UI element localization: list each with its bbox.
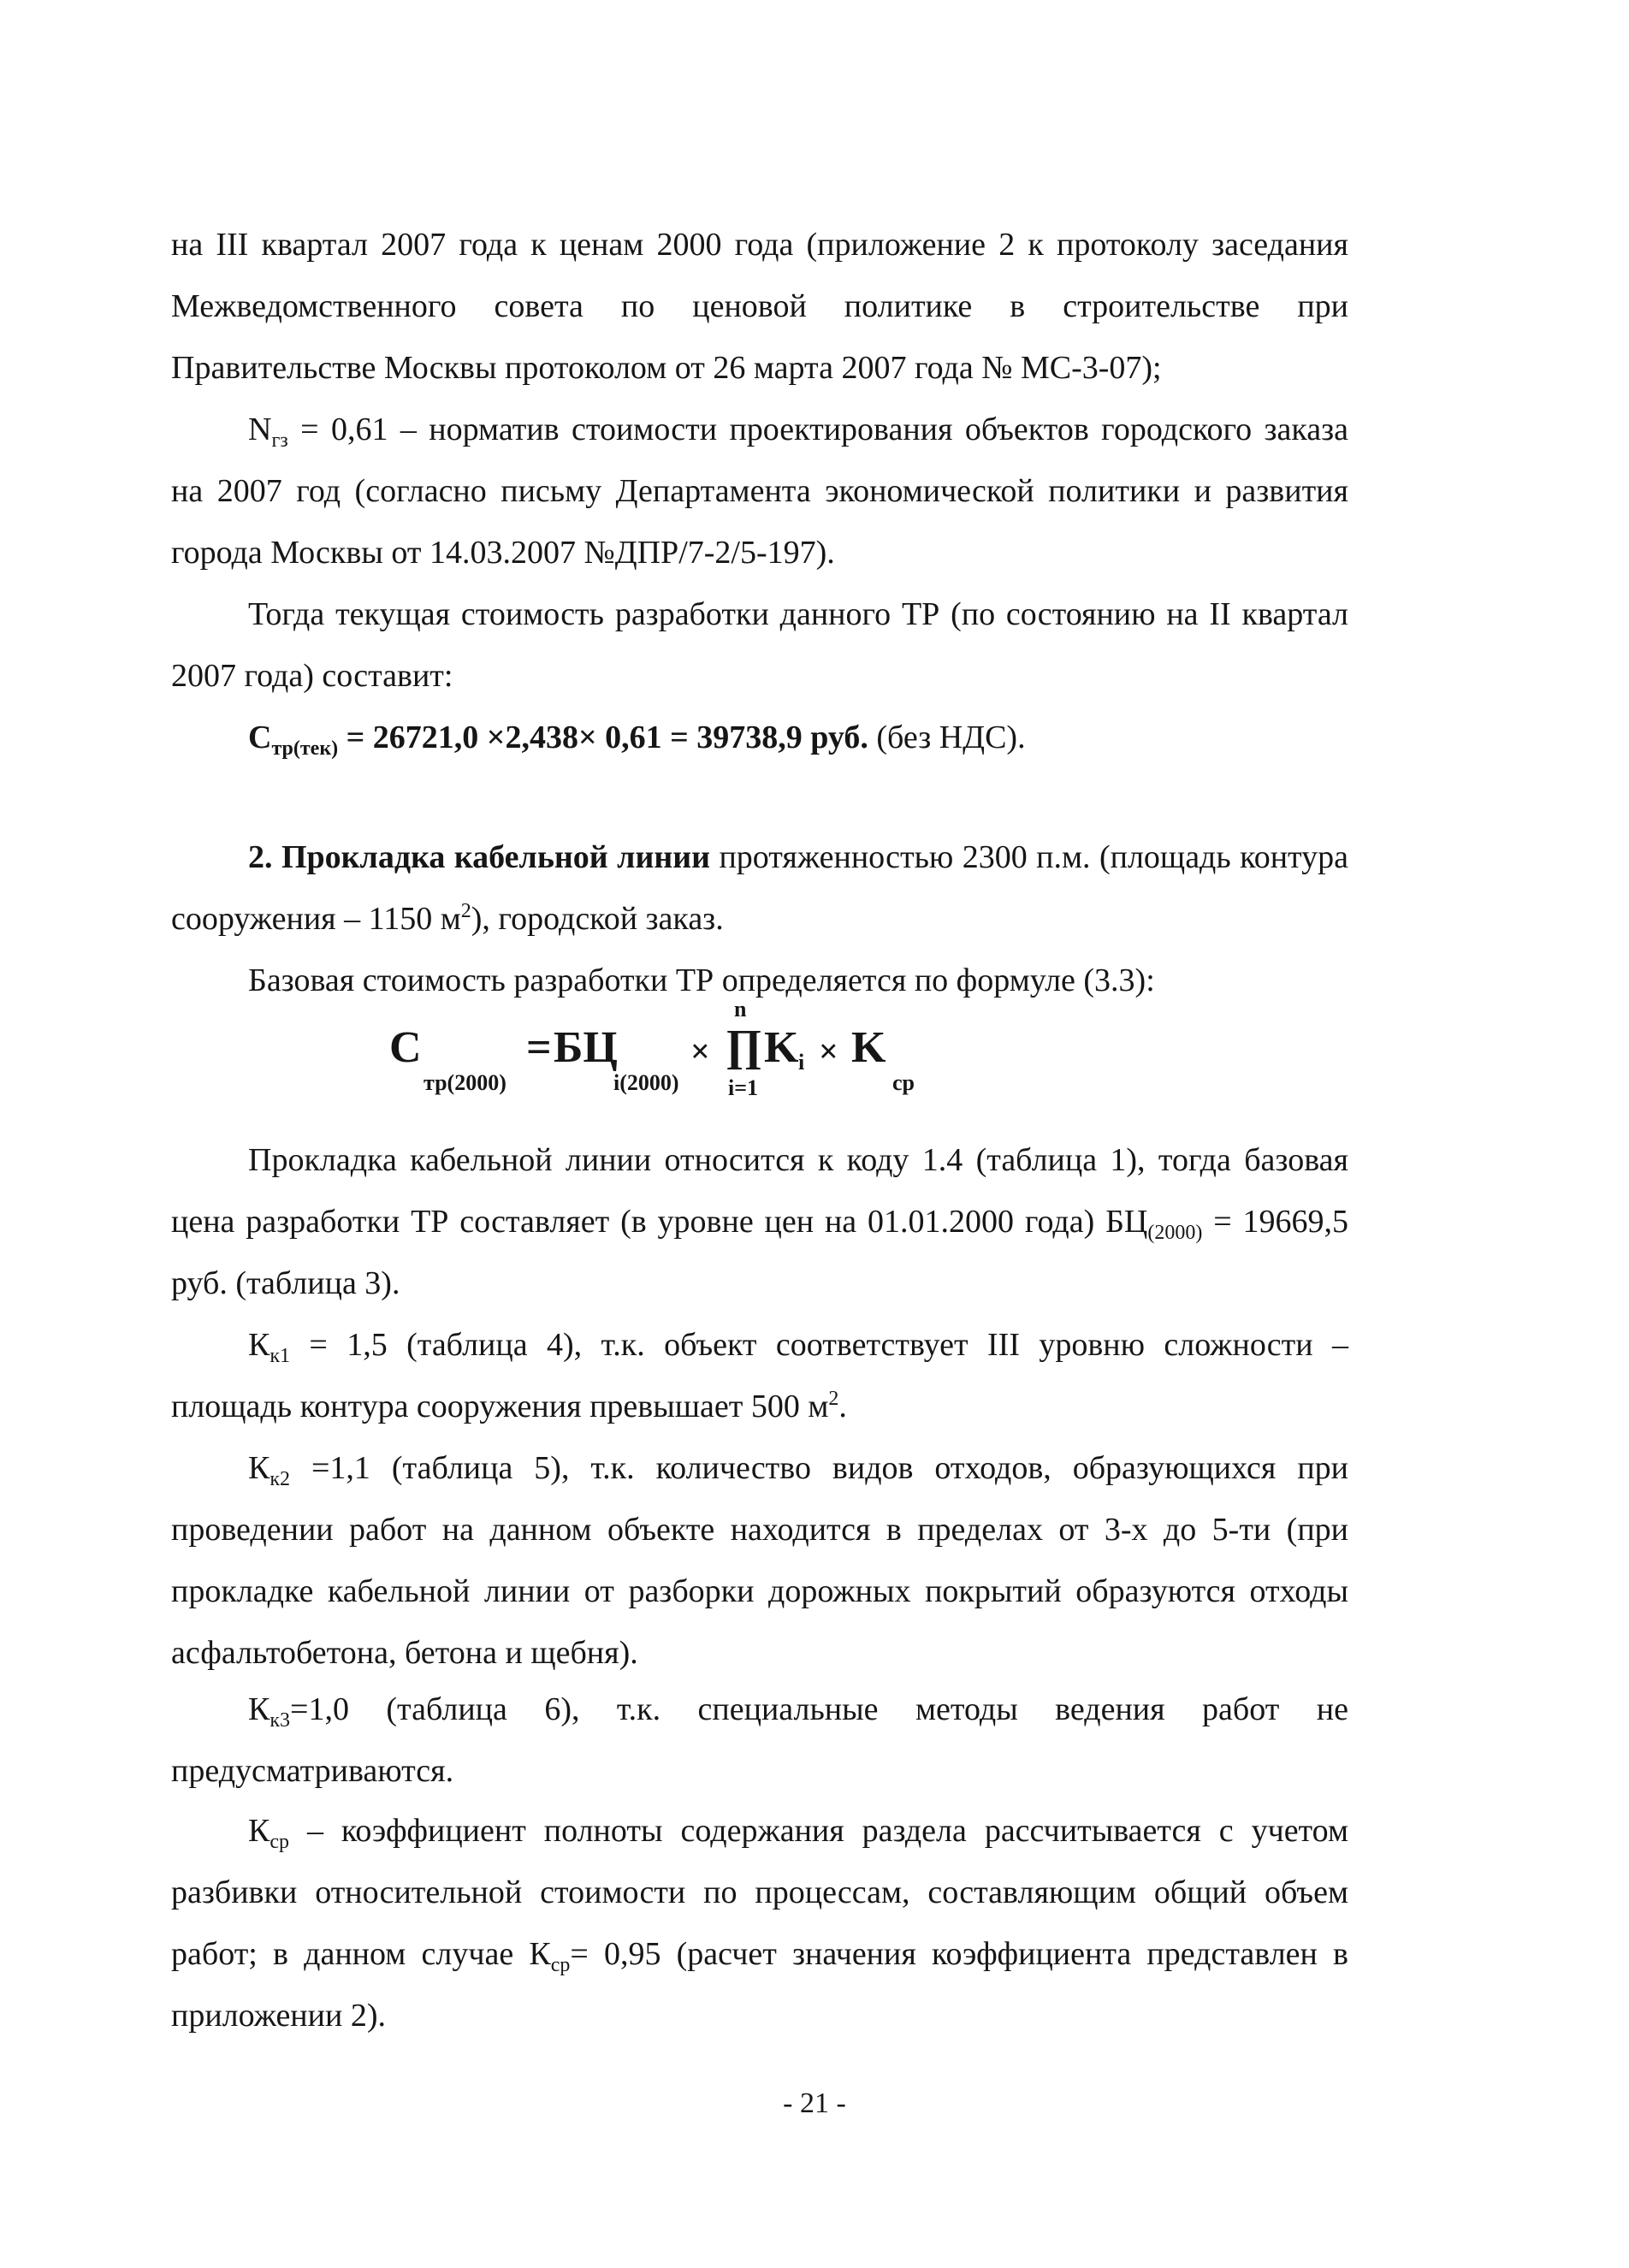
- kcp-symbol: К: [248, 1813, 270, 1849]
- ngz-symbol: N: [248, 412, 272, 447]
- paragraph-kk3: [171, 1679, 1348, 1802]
- kcp-subscript: ср: [270, 1831, 290, 1853]
- formula-bc: БЦ: [554, 1023, 618, 1072]
- paragraph-text: =1,1 (таблица 5), т.к. количество видов отходов, образующихся при проведении работ на данном объекте находится в пределах от 3-х до 5-ти (при прокладке кабельной линии от разборки дорожных покрытий образуются отходы асфальтобетона, бетона и щебня).: [171, 1450, 1348, 1671]
- kk2-symbol: К: [248, 1450, 270, 1486]
- paragraph-text: = 0,61 – норматив стоимости проектирования объектов городского заказа на 2007 год (согласно письму Департамента экономической политики и развития города Москвы от 14.03.2007 №ДПР/7-2/5-197).: [171, 412, 1348, 571]
- kk2-subscript: к2: [270, 1468, 291, 1490]
- paragraph-text: на III квартал 2007 года к ценам 2000 года (приложение 2 к протоколу заседания Межведомственного совета по ценовой политике в строительстве при Правительстве Москвы протоколом от 26 марта 2007 года № МС-3-07);: [171, 227, 1348, 386]
- paragraph-current-cost-result: [171, 707, 1348, 768]
- paragraph-text: =1,0 (таблица 6), т.к. специальные методы ведения работ не предусматриваются.: [171, 1691, 1348, 1789]
- formula-c: С: [389, 1023, 422, 1072]
- formula-equals: =: [526, 1023, 552, 1072]
- paragraph-kk2: [171, 1437, 1348, 1684]
- kk3-subscript: к3: [270, 1709, 291, 1732]
- formula-k: K: [764, 1023, 799, 1072]
- paragraph-text: = 0,95 (расчет значения коэффициента представлен в приложении 2).: [171, 1936, 1348, 2034]
- formula-kcp-subscript: ср: [892, 1070, 915, 1095]
- ngz-subscript: гз: [271, 429, 288, 452]
- paragraph-base-price: [171, 1129, 1348, 1314]
- formula-times-1: ×: [690, 1032, 710, 1070]
- formula-product-sign: ∏: [726, 1021, 762, 1070]
- formula-c-subscript: тр(2000): [424, 1070, 506, 1095]
- formula-k-subscript: i: [798, 1050, 805, 1075]
- formula-kcp: K: [851, 1023, 886, 1072]
- superscript: 2: [460, 900, 471, 922]
- paragraph-text: ), городской заказ.: [471, 901, 724, 937]
- paragraph-current-cost-intro: [171, 583, 1348, 707]
- paragraph-text: = 19669,5 руб. (таблица 3).: [171, 1204, 1348, 1301]
- paragraph-kk1: [171, 1314, 1348, 1437]
- paragraph-text: – коэффициент полноты содержания раздела рассчитывается с учетом разбивки относительной стоимости по процессам, составляющим общий объем работ; в данном случае К: [171, 1813, 1348, 1972]
- section-title: Прокладка кабельной линии: [281, 839, 711, 875]
- kk3-symbol: К: [248, 1691, 270, 1727]
- paragraph-text: Тогда текущая стоимость разработки данного ТР (по состоянию на II квартал 2007 года) составит:: [171, 596, 1348, 694]
- ctr-symbol: С: [248, 719, 272, 755]
- kk1-subscript: к1: [270, 1345, 291, 1367]
- paragraph-norm-ngz: [171, 399, 1348, 583]
- kk1-symbol: К: [248, 1327, 270, 1363]
- paragraph-text: протяженностью 2300 п.м. (площадь контура сооружения – 1150 м: [171, 839, 1348, 937]
- paragraph-text: = 1,5 (таблица 4), т.к. объект соответствует III уровню сложности – площадь контура сооружения превышает 500 м: [171, 1327, 1348, 1424]
- section-2-cable-line: [171, 826, 1348, 950]
- superscript: 2: [828, 1388, 839, 1410]
- ctr-subscript: тр(тек): [271, 737, 339, 760]
- section-number: 2.: [248, 839, 273, 875]
- kcp-subscript: ср: [550, 1954, 571, 1976]
- page-number: - 21 -: [783, 2087, 846, 2119]
- paragraph-text: Базовая стоимость разработки ТР определяется по формуле (3.3):: [248, 962, 1155, 998]
- formula-product-upper: n: [734, 997, 747, 1021]
- formula-bc-subscript: i(2000): [613, 1070, 679, 1095]
- paragraph-price-index-source: [171, 214, 1348, 399]
- cost-expression: = 26721,0 ×2,438× 0,61 = 39738,9 руб.: [338, 719, 868, 755]
- formula-times-2: ×: [819, 1032, 838, 1070]
- vat-note: (без НДС).: [868, 719, 1026, 755]
- paragraph-text: Прокладка кабельной линии относится к коду 1.4 (таблица 1), тогда базовая цена разработки ТР составляет (в уровне цен на 01.01.2000 года) БЦ: [171, 1142, 1348, 1240]
- bc-subscript: (2000): [1147, 1222, 1203, 1244]
- paragraph-kcp: [171, 1800, 1348, 2046]
- formula-3-3: [389, 997, 954, 1116]
- formula-product-lower: i=1: [728, 1075, 759, 1100]
- paragraph-text: .: [838, 1389, 847, 1424]
